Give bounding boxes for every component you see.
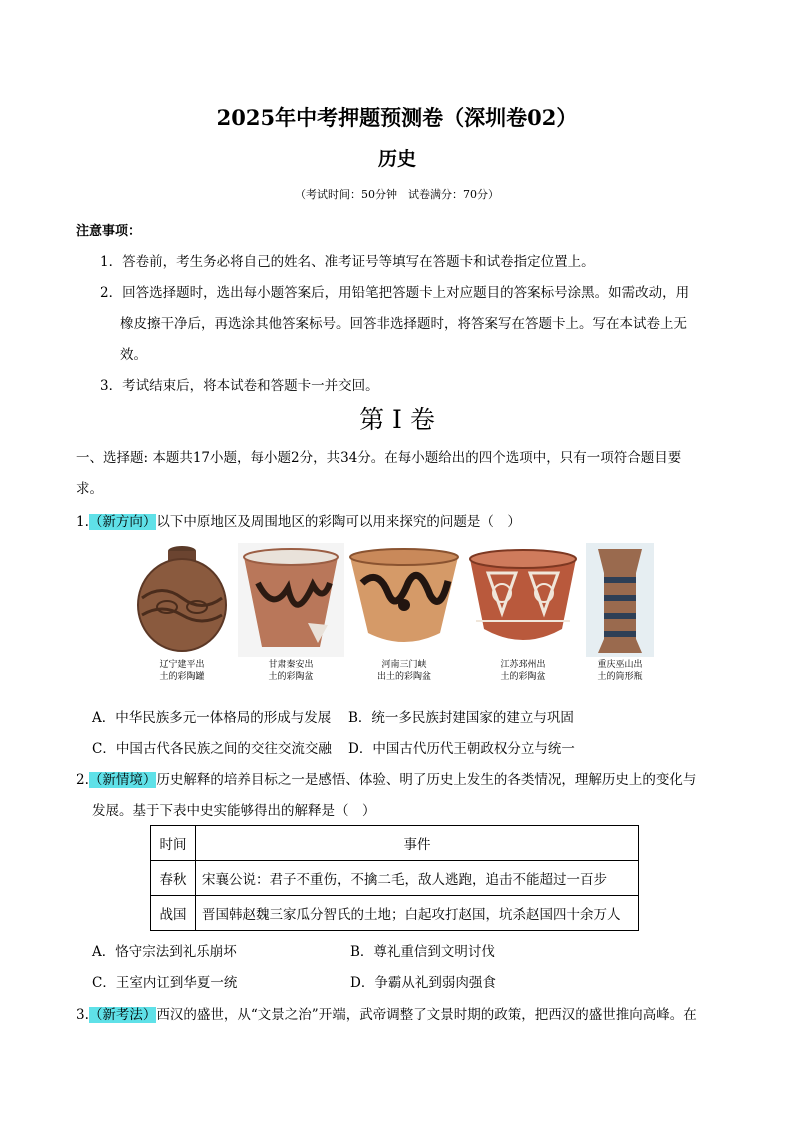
photo-caption-4: 江苏邳州出 土的彩陶盆	[500, 660, 546, 682]
subject-title: 历史	[377, 148, 416, 170]
q2-option-c: C．王室内讧到华夏一统	[92, 975, 238, 991]
question-1-stem	[76, 510, 521, 530]
history-events-table	[150, 825, 639, 931]
section-intro-end: 求。	[76, 481, 103, 497]
photo-caption-5: 重庆巫山出 土的筒形瓶	[597, 660, 643, 682]
question-tag: （新情境）	[88, 772, 157, 788]
question-tag: （新方向）	[88, 514, 157, 530]
notice-item-1: 1．答卷前，考生务必将自己的姓名、准考证号等填写在答题卡和试卷指定位置上。	[100, 254, 595, 270]
question-2-stem-cont: 发展。基于下表中史实能够得出的解释是（ ）	[92, 803, 376, 819]
q2-option-d: D．争霸从礼到弱肉强食	[350, 975, 496, 991]
notice-item-2-cont: 橡皮擦干净后，再选涂其他答案标号。回答非选择题时，将答案写在答题卡上。写在本试卷上无	[120, 316, 687, 332]
q1-option-d: D．中国古代历代王朝政权分立与统一	[348, 741, 575, 757]
pottery-photos	[132, 543, 654, 688]
pottery-jar-image	[132, 543, 232, 657]
table-row	[151, 861, 639, 896]
question-text: 以下中原地区及周围地区的彩陶可以用来探究的问题是（ ）	[156, 514, 521, 530]
q1-option-a: A．中华民族多元一体格局的形成与发展	[92, 710, 332, 726]
photo-caption-1: 辽宁建平出 土的彩陶罐	[159, 660, 205, 682]
question-text: 历史解释的培养目标之一是感悟、体验、明了历史上发生的各类情况，理解历史上的变化与	[156, 772, 697, 788]
exam-time-info: （考试时间：50分钟 试卷满分：70分）	[295, 188, 499, 201]
pottery-basin-jiangsu-image	[466, 543, 580, 657]
q2-option-b: B．尊礼重信到文明讨伐	[350, 944, 495, 960]
pottery-vase-image	[586, 543, 654, 657]
question-2-stem	[76, 768, 696, 788]
question-number: 2.	[76, 772, 89, 788]
pottery-basin-gansu-image	[238, 543, 344, 657]
table-header-row	[151, 826, 639, 861]
notice-title: 注意事项：	[76, 224, 142, 239]
photo-caption-3: 河南三门峡 出土的彩陶盆	[376, 660, 431, 682]
section-title: 第 I 卷	[359, 405, 435, 434]
pottery-basin-henan-image	[348, 543, 460, 657]
q1-option-b: B．统一多民族封建国家的建立与巩固	[348, 710, 574, 726]
notice-item-2: 2．回答选择题时，选出每小题答案后，用铅笔把答题卡上对应题目的答案标号涂黑。如需改动，用	[100, 285, 690, 301]
table-cell: 春秋	[151, 861, 196, 896]
table-row	[151, 896, 639, 931]
q1-option-c: C．中国古代各民族之间的交往交流交融	[92, 741, 332, 757]
table-cell: 宋襄公说：君子不重伤，不擒二毛，敌人逃跑，追击不能超过一百步	[196, 861, 639, 896]
photo-caption-2: 甘肃秦安出 土的彩陶盆	[268, 660, 314, 682]
notice-item-2-end: 效。	[120, 347, 147, 363]
question-3-stem	[76, 1003, 697, 1023]
table-header-cell: 事件	[196, 826, 639, 861]
table-header-cell: 时间	[151, 826, 196, 861]
table-cell: 晋国韩赵魏三家瓜分智氏的土地；白起攻打赵国，坑杀赵国四十余万人	[196, 896, 639, 931]
question-text: 西汉的盛世，从“文景之治”开端，武帝调整了文景时期的政策，把西汉的盛世推向高峰。在	[156, 1007, 697, 1023]
section-intro: 一、选择题: 本题共17小题，每小题2分，共34分。在每小题给出的四个选项中，只有一项符合题目要	[76, 450, 682, 466]
question-tag: （新考法）	[88, 1007, 157, 1023]
question-number: 1.	[76, 514, 89, 530]
page-title: 2025年中考押题预测卷（深圳卷02）	[216, 105, 578, 130]
notice-item-3: 3．考试结束后，将本试卷和答题卡一并交回。	[100, 378, 379, 394]
q2-option-a: A．恪守宗法到礼乐崩坏	[92, 944, 237, 960]
table-cell: 战国	[151, 896, 196, 931]
question-number: 3.	[76, 1007, 89, 1023]
